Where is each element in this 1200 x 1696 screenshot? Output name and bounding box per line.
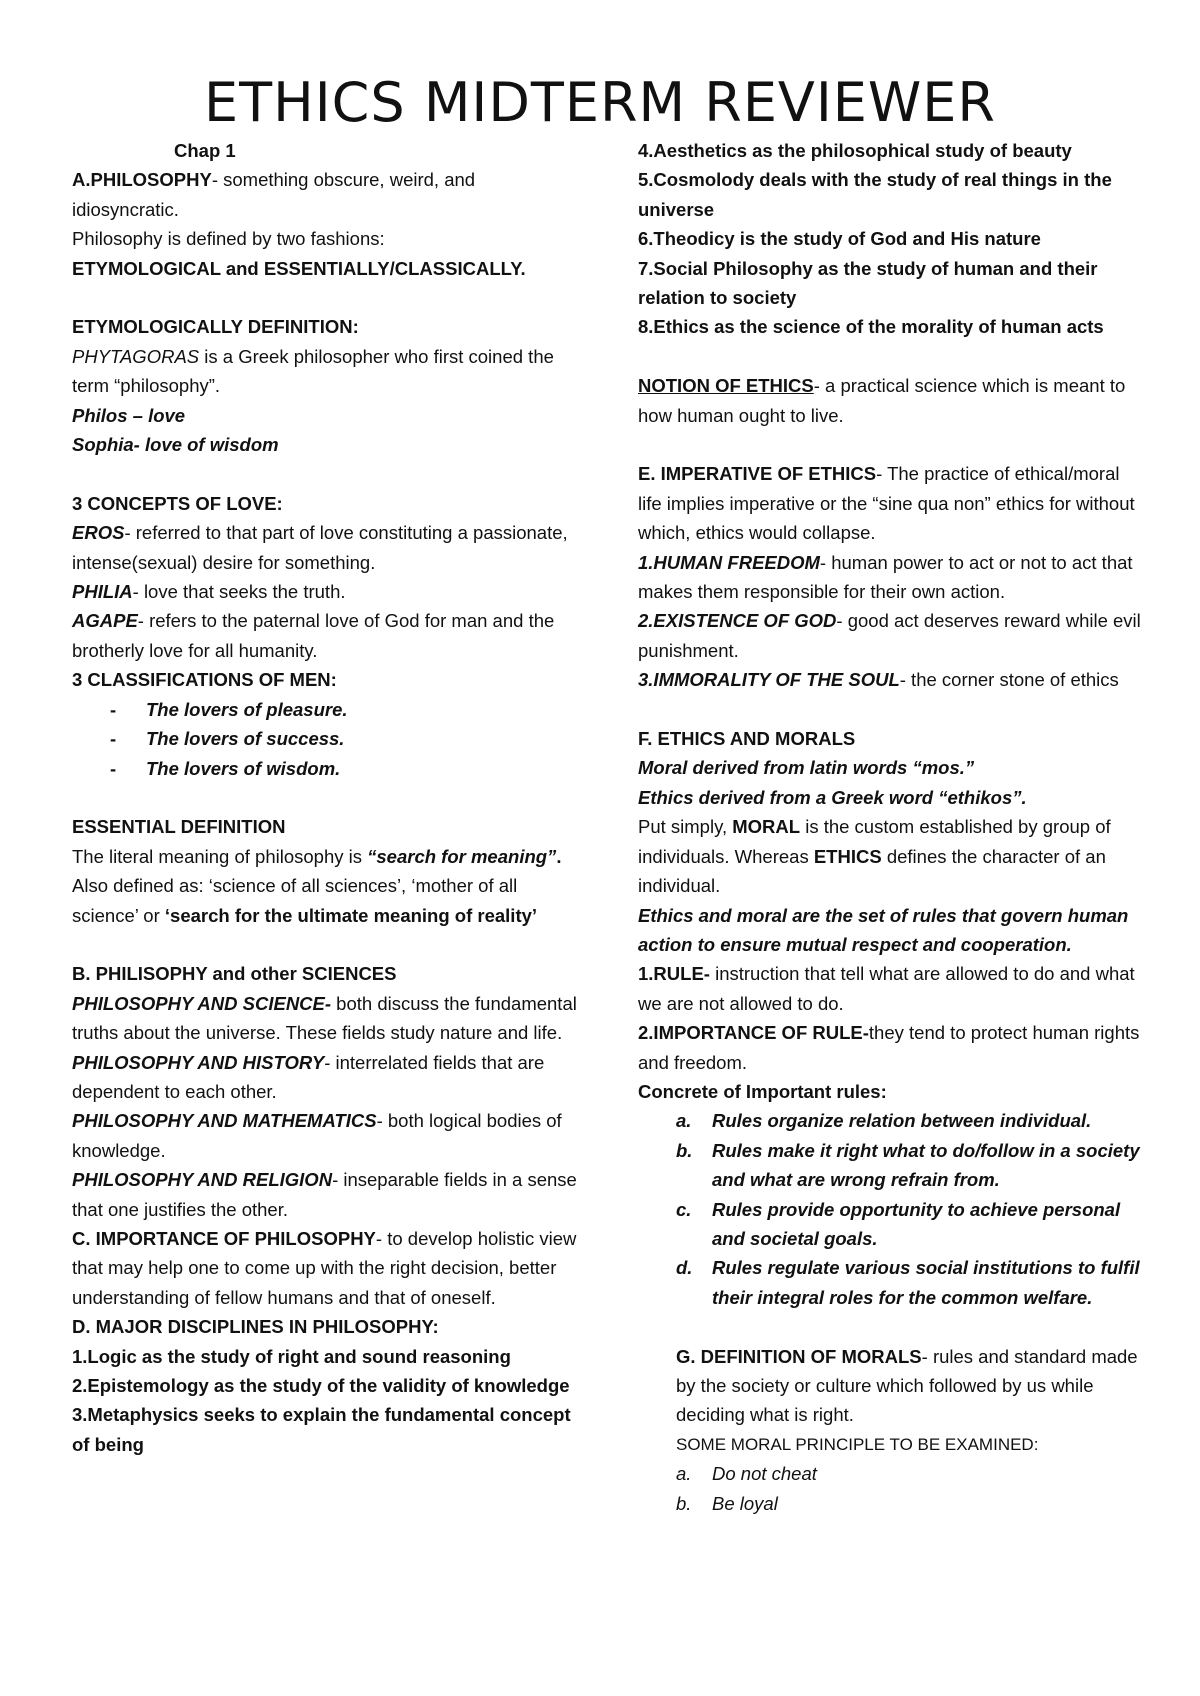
essential-period: . <box>556 845 562 867</box>
mathematics-paragraph <box>72 1106 582 1165</box>
soul-text: - the corner stone of ethics <box>899 669 1119 691</box>
put-simply-text: Put simply, <box>638 816 733 838</box>
moral-term: MORAL <box>732 816 801 838</box>
essential-emphasis: “search for meaning” <box>367 845 557 867</box>
science-paragraph <box>72 989 582 1048</box>
list-marker: a. <box>676 1463 692 1485</box>
etymological-heading: ETYMOLOGICALLY DEFINITION: <box>72 316 359 338</box>
imperative-heading: E. IMPERATIVE OF ETHICS <box>638 463 877 485</box>
discipline-ethics: 8.Ethics as the science of the morality of human acts <box>638 316 1104 338</box>
essential-text: The literal meaning of philosophy is <box>72 845 368 867</box>
put-simply-text-3: defines the character of an individual. <box>638 845 1106 897</box>
history-name: PHILOSOPHY AND HISTORY <box>72 1051 325 1073</box>
put-simply-text-2: is the custom established by group of individuals. Whereas <box>638 816 1111 867</box>
disciplines-heading: D. MAJOR DISCIPLINES IN PHILOSOPHY: <box>72 1316 439 1338</box>
essential-paragraph-1 <box>72 842 582 871</box>
concrete-list <box>638 1106 1148 1312</box>
discipline-cosmology: 5.Cosmolody deals with the study of real things in the universe <box>638 169 1112 220</box>
list-item <box>638 1195 1148 1254</box>
list-item <box>638 1253 1148 1312</box>
list-item <box>638 1489 1148 1518</box>
list-item-text: The lovers of pleasure. <box>146 698 348 720</box>
rule-name: 1.RULE- <box>638 963 710 985</box>
list-item-text: Rules make it right what to do/follow in a society and what are wrong refrain from. <box>712 1139 1140 1191</box>
discipline-epistemology: 2.Epistemology as the study of the validity of knowledge <box>72 1375 570 1396</box>
god-name: 2.EXISTENCE OF GOD <box>638 610 837 632</box>
philosophy-two-fashions: ETYMOLOGICAL and ESSENTIALLY/CLASSICALLY. <box>72 257 526 279</box>
discipline-aesthetics: 4.Aesthetics as the philosophical study of beauty <box>638 140 1072 161</box>
list-item-text: The lovers of success. <box>146 728 345 750</box>
list-marker: b. <box>676 1139 693 1161</box>
list-item <box>72 754 582 783</box>
god-paragraph <box>638 606 1148 665</box>
list-item-text: Do not cheat <box>712 1463 817 1485</box>
sophia-line: Sophia- love of wisdom <box>72 434 279 456</box>
put-simply-paragraph <box>638 812 1148 900</box>
discipline-theodicy: 6.Theodicy is the study of God and His nature <box>638 228 1041 250</box>
discipline-metaphysics: 3.Metaphysics seeks to explain the fundamental concept of being <box>72 1404 571 1455</box>
love-heading: 3 CONCEPTS OF LOVE: <box>72 492 283 514</box>
document-title: ETHICS MIDTERM REVIEWER <box>204 71 996 134</box>
pythagoras-text: is a Greek philosopher who first coined the term “philosophy”. <box>72 345 554 397</box>
essential-paragraph-2 <box>72 871 582 930</box>
mathematics-name: PHILOSOPHY AND MATHEMATICS <box>72 1110 377 1132</box>
list-item-text: Be loyal <box>712 1492 778 1514</box>
importance-heading: C. IMPORTANCE OF PHILOSOPHY <box>72 1227 376 1249</box>
pythagoras-paragraph <box>72 342 582 401</box>
freedom-text: - human power to act or not to act that makes them responsible for their own action. <box>638 551 1133 603</box>
history-text: - interrelated fields that are dependent to each other. <box>72 1051 545 1102</box>
eros-text: - referred to that part of love constituting a passionate, intense(sexual) desire for something. <box>72 522 568 573</box>
soul-paragraph <box>638 665 1148 694</box>
concrete-heading: Concrete of Important rules: <box>638 1080 887 1102</box>
god-text: - good act deserves reward while evil punishment. <box>638 610 1141 661</box>
left-column <box>72 136 582 1459</box>
list-marker: a. <box>676 1110 692 1132</box>
imperative-text: - The practice of ethical/moral life implies imperative or the “sine qua non” ethics for without which, ethics would collapse. <box>638 463 1135 544</box>
philia-name: PHILIA <box>72 581 133 603</box>
importance-paragraph <box>72 1224 582 1312</box>
discipline-logic: 1.Logic as the study of right and sound reasoning <box>72 1345 511 1367</box>
freedom-name: 1.HUMAN FREEDOM <box>638 551 820 573</box>
agape-text: - refers to the paternal love of God for man and the brotherly love for all humanity. <box>72 610 555 661</box>
philosophy-text: - something obscure, weird, and idiosyncratic. <box>72 169 476 220</box>
chapter-heading: Chap 1 <box>174 140 236 161</box>
philos-line: Philos – love <box>72 404 186 426</box>
list-marker: b. <box>676 1492 692 1514</box>
discipline-social-philosophy: 7.Social Philosophy as the study of human and their relation to society <box>638 257 1098 309</box>
sciences-heading: B. PHILISOPHY and other SCIENCES <box>72 963 397 985</box>
notion-paragraph <box>638 371 1148 430</box>
list-item <box>72 724 582 753</box>
morals-definition-paragraph <box>638 1342 1148 1430</box>
essential-heading: ESSENTIAL DEFINITION <box>72 816 286 838</box>
religion-paragraph <box>72 1165 582 1224</box>
ethics-derivation: Ethics derived from a Greek word “ethikos”. <box>638 786 1027 808</box>
morals-definition-text: - rules and standard made by the society or culture which followed by us while deciding what is right. <box>676 1345 1138 1426</box>
list-marker: d. <box>676 1257 693 1279</box>
agape-paragraph <box>72 606 582 665</box>
right-column <box>638 136 1148 1518</box>
list-marker: - <box>110 728 117 750</box>
list-marker: c. <box>676 1198 692 1220</box>
list-item-text: The lovers of wisdom. <box>146 757 341 779</box>
rule-importance-text: they tend to protect human rights and freedom. <box>638 1022 1140 1073</box>
principle-heading: SOME MORAL PRINCIPLE TO BE EXAMINED: <box>676 1434 1039 1454</box>
principle-list <box>638 1459 1148 1518</box>
list-item-text: Rules regulate various social institutions to fulfil their integral roles for the common welfare. <box>712 1257 1140 1308</box>
pythagoras-name: PHYTAGORAS <box>72 345 200 367</box>
moral-derivation: Moral derived from latin words “mos.” <box>638 757 975 779</box>
philosophy-fashions: Philosophy is defined by two fashions: <box>72 228 385 250</box>
science-text: both discuss the fundamental truths about the universe. These fields study nature and life. <box>72 992 577 1044</box>
notion-text: - a practical science which is meant to how human ought to live. <box>638 375 1126 426</box>
science-name: PHILOSOPHY AND SCIENCE- <box>72 992 332 1014</box>
philia-paragraph <box>72 577 582 606</box>
freedom-paragraph <box>638 548 1148 607</box>
rule-importance-paragraph <box>638 1018 1148 1077</box>
list-marker: - <box>110 698 117 720</box>
list-item-text: Rules organize relation between individual. <box>712 1110 1092 1132</box>
ethics-morals-heading: F. ETHICS AND MORALS <box>638 728 856 750</box>
list-item-text: Rules provide opportunity to achieve personal and societal goals. <box>712 1198 1121 1249</box>
list-item <box>638 1459 1148 1488</box>
philosophy-definition <box>72 165 582 224</box>
ethics-term: ETHICS <box>813 845 882 867</box>
religion-text: - inseparable fields in a sense that one justifies the other. <box>72 1169 577 1220</box>
rule-importance-name: 2.IMPORTANCE OF RULE- <box>638 1022 869 1044</box>
mathematics-text: - both logical bodies of knowledge. <box>72 1110 562 1161</box>
men-heading: 3 CLASSIFICATIONS OF MEN: <box>72 669 337 691</box>
list-item <box>638 1136 1148 1195</box>
soul-name: 3.IMMORALITY OF THE SOUL <box>638 669 900 691</box>
rule-text: instruction that tell what are allowed to do and what we are not allowed to do. <box>638 963 1135 1014</box>
men-list <box>72 695 582 783</box>
essential-text-2: Also defined as: ‘science of all sciences’, ‘mother of all science’ or <box>72 875 518 926</box>
list-marker: - <box>110 757 117 779</box>
list-item <box>638 1106 1148 1135</box>
history-paragraph <box>72 1048 582 1107</box>
eros-paragraph <box>72 518 582 577</box>
philosophy-heading: A.PHILOSOPHY <box>72 169 212 191</box>
morals-definition-heading: G. DEFINITION OF MORALS <box>676 1345 922 1367</box>
religion-name: PHILOSOPHY AND RELIGION <box>72 1169 333 1191</box>
rules-statement: Ethics and moral are the set of rules that govern human action to ensure mutual respect and cooperation. <box>638 904 1129 955</box>
notion-heading: NOTION OF ETHICS <box>638 375 814 397</box>
importance-text: - to develop holistic view that may help one to come up with the right decision, better understanding of fellow humans and that of oneself. <box>72 1227 577 1308</box>
essential-emphasis-2: ‘search for the ultimate meaning of reality’ <box>164 904 538 926</box>
list-item <box>72 695 582 724</box>
rule-paragraph <box>638 959 1148 1018</box>
eros-name: EROS <box>72 522 125 544</box>
imperative-paragraph <box>638 459 1148 547</box>
agape-name: AGAPE <box>72 610 138 632</box>
philia-text: - love that seeks the truth. <box>132 581 346 603</box>
